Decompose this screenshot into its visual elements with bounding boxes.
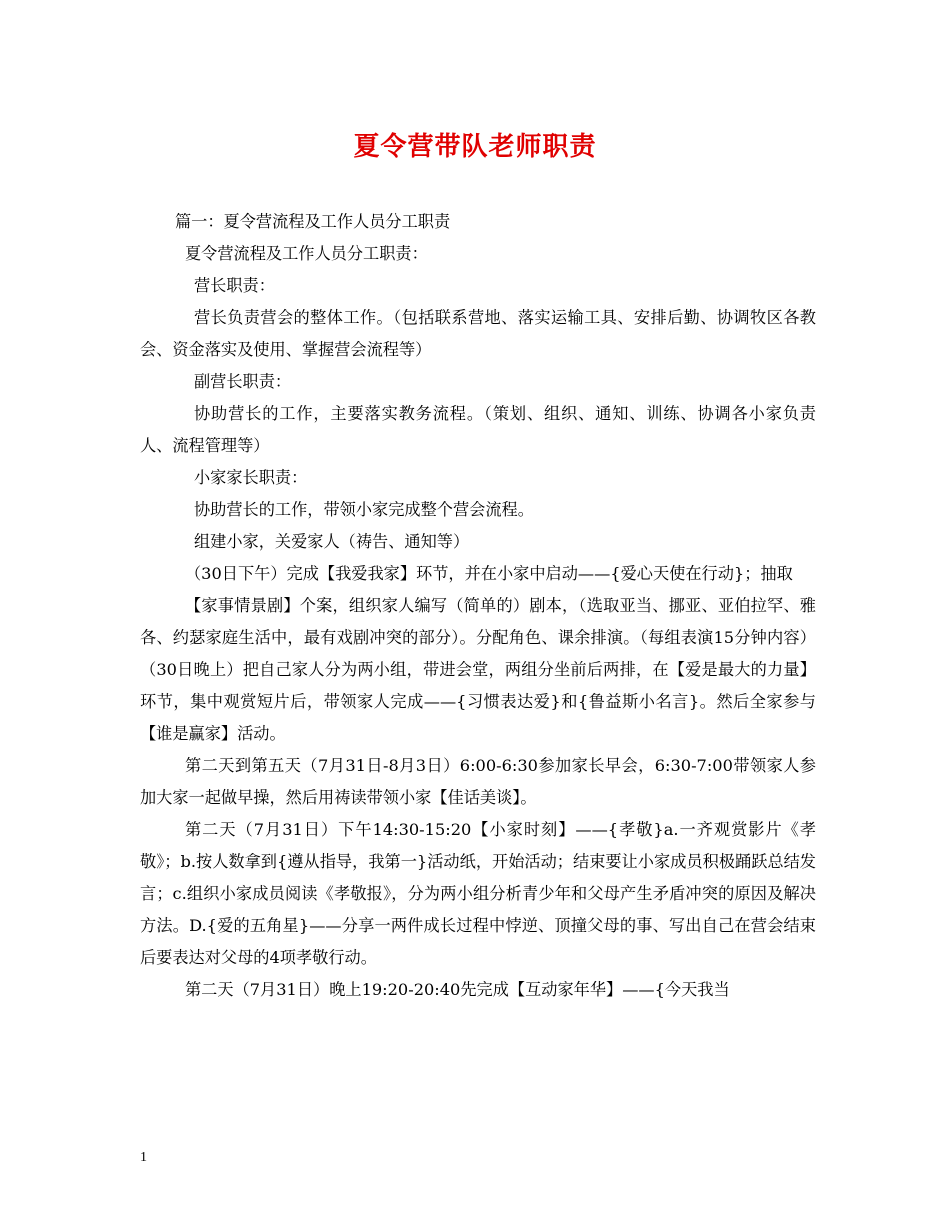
paragraph: 协助营长的工作，带领小家完成整个营会流程。 [194,500,534,519]
subheading: 夏令营流程及工作人员分工职责： [185,244,428,263]
paragraph: 第二天（7月31日）下午14:30-15:20【小家时刻】——{孝敬}a.一齐观赏影片《孝敬》；b.按人数拿到{遵从指导，我第一}活动纸，开始活动；结束要让小家成员积极踊跃总结发言；c.组织小家成员阅读《孝敬报》，分为两小组分析青少年和父母产生矛盾冲突的原因及解决方法。D.{爱的五角星}——分享一两件成长过程中悖逆、顶撞父母的事、写出自己在营会结束后要表达对父母的4项孝敬行动。 [140,820,816,967]
paragraph: 【家事情景剧】个案，组织家人编写（简单的）剧本，（选取亚当、挪亚、亚伯拉罕、雅各、约瑟家庭生活中，最有戏剧冲突的部分）。分配角色、课余排演。（每组表演15分钟内容）（30日晚上）把自己家人分为两小组，带进会堂，两组分坐前后两排，在【爱是最大的力量】环节，集中观赏短片后，带领家人完成——{习惯表达爱}和{鲁益斯小名言}。然后全家参与【谁是赢家】活动。 [140,596,816,743]
role-heading-director: 营长职责： [194,276,275,295]
role-heading-deputy: 副营长职责： [194,372,292,391]
paragraph: 组建小家，关爱家人（祷告、通知等） [194,532,470,551]
role-heading-family-leader: 小家家长职责： [194,468,308,487]
document-body [140,206,816,1006]
paragraph: 第二天（7月31日）晚上19:20-20:40先完成【互动家年华】——{今天我当 [185,980,730,999]
paragraph: （30日下午）完成【我爱我家】环节，并在小家中启动——{爱心天使在行动}；抽取 [185,564,793,583]
document-title: 夏令营带队老师职责 [353,132,597,162]
paragraph: 协助营长的工作，主要落实教务流程。（策划、组织、通知、训练、协调各小家负责人、流程管理等） [140,404,816,455]
paragraph: 营长负责营会的整体工作。（包括联系营地、落实运输工具、安排后勤、协调牧区各教会、资金落实及使用、掌握营会流程等） [140,308,816,359]
paragraph: 第二天到第五天（7月31日-8月3日）6:00-6:30参加家长早会，6:30-7:00带领家人参加大家一起做早操，然后用祷读带领小家【佳话美谈】。 [140,756,816,807]
section-heading: 篇一：夏令营流程及工作人员分工职责 [175,212,451,231]
page-number: 1 [140,1150,147,1165]
